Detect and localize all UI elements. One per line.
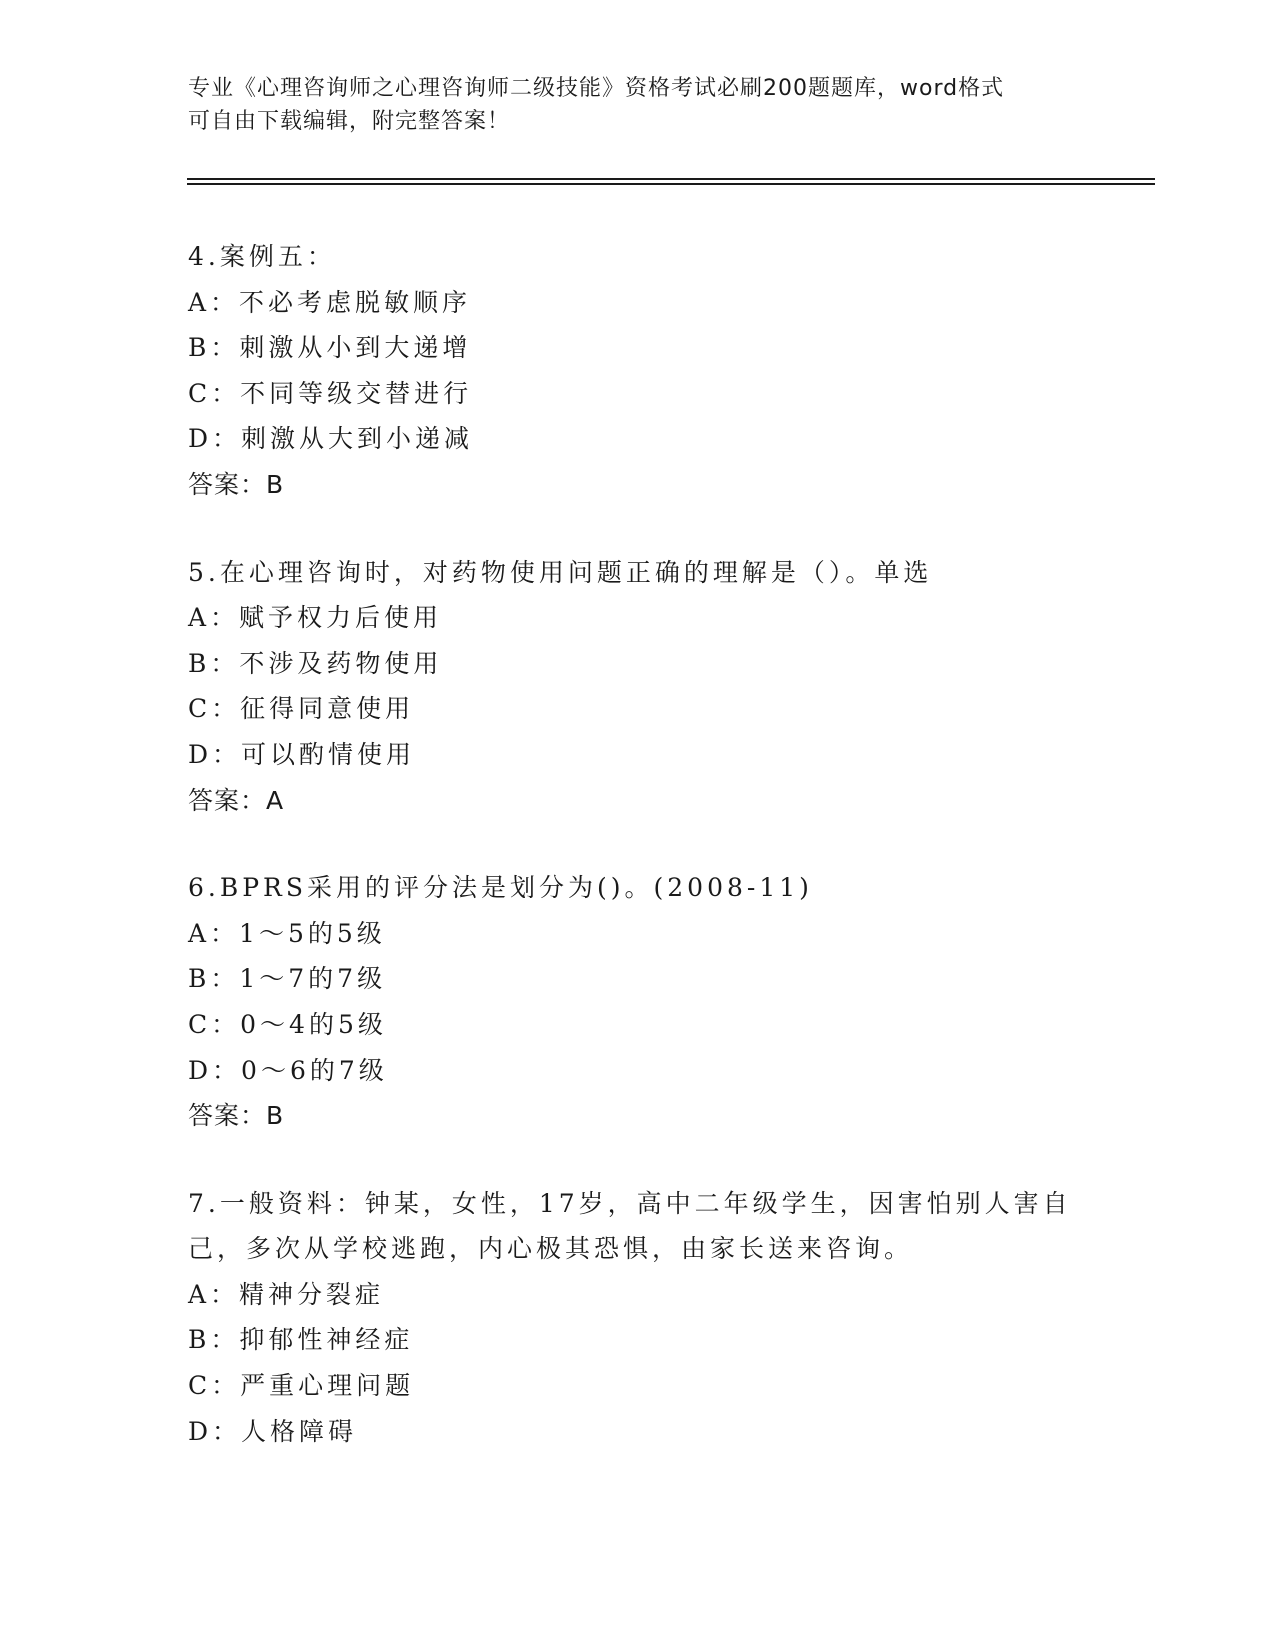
question-6 [188,865,1088,1139]
option-a: A：1～5的5级 [188,918,386,948]
header-line-1: 专业《心理咨询师之心理咨询师二级技能》资格考试必刷200题题库，word格式 [188,76,1005,101]
option-b: B：抑郁性神经症 [188,1325,414,1355]
question-4 [188,234,1088,508]
question-stem-line-1: 7.一般资料：钟某，女性，17岁，高中二年级学生，因害怕别人害自 [188,1188,1072,1218]
header-line-2: 可自由下载编辑，附完整答案！ [188,109,511,134]
question-stem-line-2: 己，多次从学校逃跑，内心极其恐惧，由家长送来咨询。 [188,1234,914,1264]
answer: 答案：A [188,785,285,815]
option-d: D：人格障碍 [188,1416,358,1446]
header-divider-bottom [187,183,1155,185]
option-d: D：0～6的7级 [188,1055,388,1085]
question-7 [188,1181,1088,1455]
question-5 [188,550,1088,824]
header-divider-top [187,178,1155,180]
option-c: C：严重心理问题 [188,1371,415,1401]
option-c: C：0～4的5级 [188,1009,387,1039]
question-stem: 6.BPRS采用的评分法是划分为()。(2008-11) [188,873,813,903]
option-b: B：刺激从小到大递增 [188,333,472,363]
option-a: A：精神分裂症 [188,1279,385,1309]
answer: 答案：B [188,469,285,499]
option-c: C：不同等级交替进行 [188,378,473,408]
option-d: D：可以酌情使用 [188,739,416,769]
question-list [188,234,1088,1496]
answer: 答案：B [188,1101,285,1131]
document-header [188,72,1068,138]
option-a: A：不必考虑脱敏顺序 [188,287,472,317]
question-stem: 4.案例五： [188,242,336,271]
option-b: B：1～7的7级 [188,964,387,994]
option-d: D：刺激从大到小递减 [188,424,474,454]
option-c: C：征得同意使用 [188,694,415,724]
option-a: A：赋予权力后使用 [188,603,443,633]
option-b: B：不涉及药物使用 [188,648,443,678]
question-stem: 5.在心理咨询时，对药物使用问题正确的理解是（）。单选 [188,557,933,587]
